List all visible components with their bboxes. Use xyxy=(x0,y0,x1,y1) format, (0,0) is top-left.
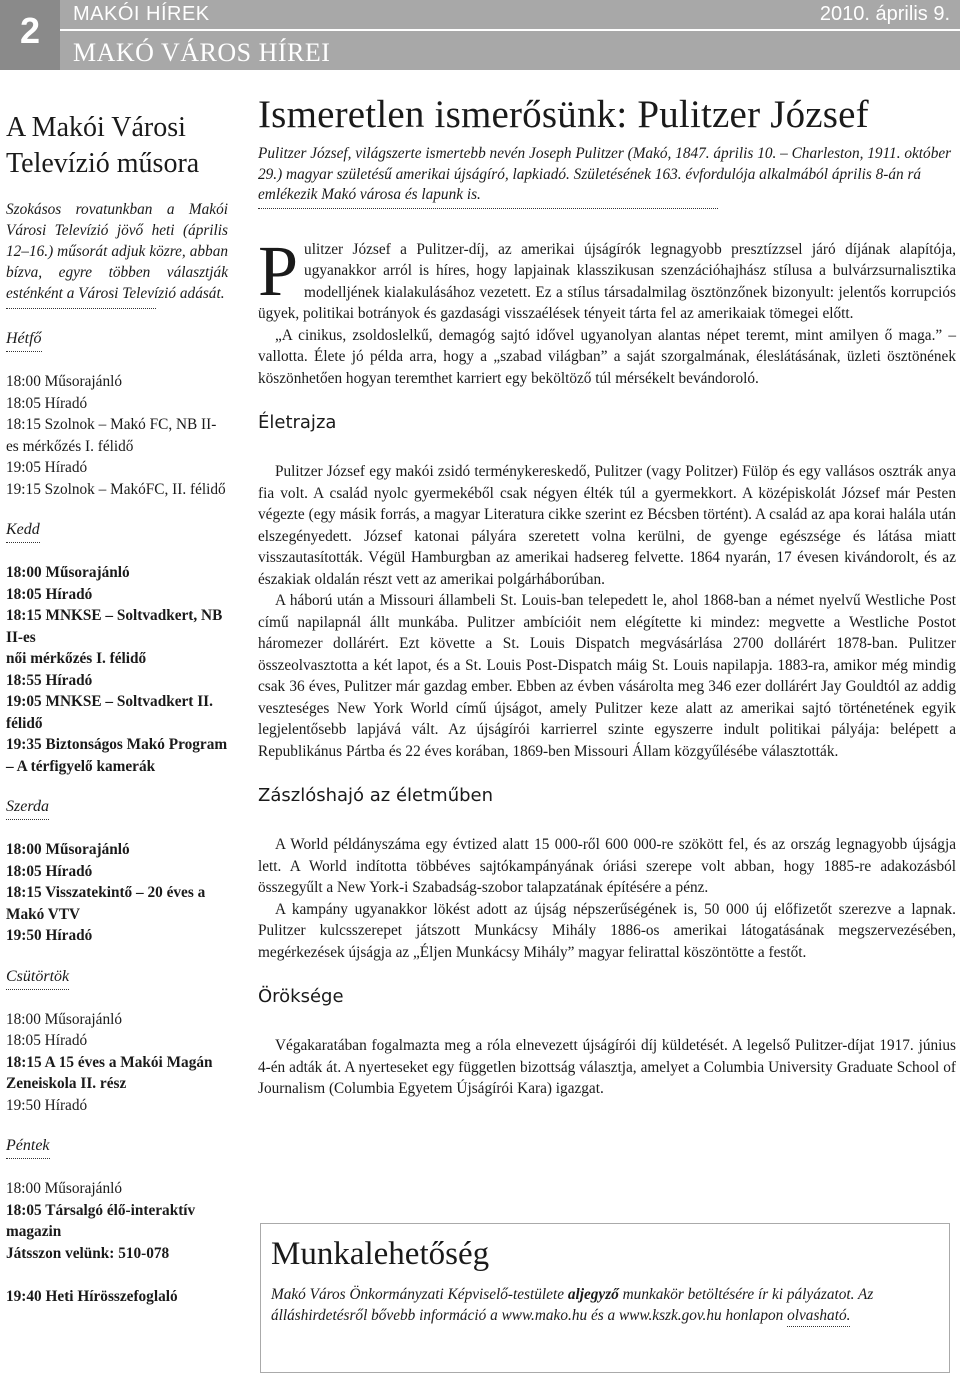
tv-program-list xyxy=(6,1009,228,1117)
tv-program-item: női mérkőzés I. félidő xyxy=(6,650,147,667)
tv-program-item: 18:15 Szolnok – Makó FC, NB II-es mérkőzés I. félidő xyxy=(6,416,217,455)
tv-program-title: A Makói Városi Televízió műsora xyxy=(6,112,200,179)
tv-program-item xyxy=(6,1264,228,1286)
tv-day-name: Csütörtök xyxy=(6,966,69,990)
tv-program-column xyxy=(6,110,228,1307)
subheading-biography: Életrajza xyxy=(258,412,337,433)
section-name: MAKÓI HÍREK xyxy=(73,3,210,25)
article-title: Ismeretlen ismerősünk: Pulitzer József xyxy=(258,93,869,136)
dotted-divider xyxy=(258,208,718,209)
job-position: aljegyző xyxy=(567,1286,619,1303)
tv-program-item: 18:05 Társalgó élő-interaktív magazin xyxy=(6,1201,196,1240)
pulitzer-article xyxy=(258,92,956,1100)
tv-program-item: 18:55 Híradó xyxy=(6,671,93,689)
dotted-divider xyxy=(6,308,156,309)
tv-program-list xyxy=(6,839,228,947)
page-header xyxy=(60,0,960,70)
tv-day-name: Kedd xyxy=(6,519,40,543)
job-offer-box xyxy=(260,1223,950,1373)
drop-cap: P xyxy=(258,230,299,311)
article-paragraph: Pulitzer József a Pulitzer-díj, az amerikai újságírók legnagyobb presztízzsel járó díjának alapítója, ugyanakkor arról is híres, hogy lapjainak klasszikusan szenzációhajhász stílusa a bulvárzsurnalisztika modelljének kialakulásához vezetett. Ez a stílus társadalmilag ösztönzőnek bizonyult: jelentős korrupciós ügyek, politikai botrányok és gazdasági visszaélések tényeit tárta fel az amerikaiak tömegei előtt. xyxy=(258,230,956,322)
subheading-legacy: Öröksége xyxy=(258,986,344,1007)
tv-program-item: 19:50 Híradó xyxy=(6,1096,88,1114)
tv-program-item: 18:15 MNKSE – Soltvadkert, NB II-es xyxy=(6,607,223,646)
header-top-bar xyxy=(60,0,960,31)
article-paragraph: A World példányszáma egy évtized alatt 15 000-ről 600 000-re szökött fel, és az ország legnagyobb újságja lett. A World indította többéves sajtókampányának óriási szerepe volt abban, hogy 1885-re adakozásból összegyűlt a New York-i Szabadság-szobor talapzatának építésére a pénz. xyxy=(258,836,956,896)
tv-program-item: 18:05 Híradó xyxy=(6,1032,88,1049)
tv-program-list xyxy=(6,1178,228,1307)
tv-program-item: 19:40 Heti Hírösszefoglaló xyxy=(6,1287,178,1305)
issue-date: 2010. április 9. xyxy=(819,3,950,25)
job-offer-title: Munkalehetőség xyxy=(271,1236,490,1272)
article-lead: Pulitzer József, világszerte ismertebb nevén Joseph Pulitzer (Makó, 1847. április 10. – Charleston, 1911. október 29.) magyar születésű amerikai újságíró, lapkiadó. Születésének 163. évfordulója alkalmából április 8-án rá emlékezik Makó városa és lapunk is. xyxy=(258,145,952,203)
tv-program-item: 18:05 Híradó xyxy=(6,585,93,603)
tv-day xyxy=(6,327,228,352)
page-number: 2 xyxy=(0,0,60,70)
tv-program-item: 18:05 Híradó xyxy=(6,862,93,880)
tv-program-item: 18:00 Műsorajánló xyxy=(6,841,130,858)
tv-program-item: 18:00 Műsorajánló xyxy=(6,1010,122,1028)
tv-program-item: 19:05 MNKSE – Soltvadkert II. félidő xyxy=(6,693,213,732)
tv-program-item: 19:50 Híradó xyxy=(6,927,93,944)
page-heading: MAKÓ VÁROS HÍREI xyxy=(73,38,331,67)
tv-day-name: Péntek xyxy=(6,1135,50,1159)
tv-day-name: Szerda xyxy=(6,796,49,820)
article-paragraph: Végakaratában fogalmazta meg a róla elnevezett újságírói díj küldetését. A legelső Pulitzer-díjat 1917. június 4-én adták át. A nyerteseket egy független bizottság választja, amelyet a Columbia University Graduate School of Journalism (Columbia Egyetem Újságírói Kara) igazgat. xyxy=(258,1037,956,1097)
tv-program-item: 18:15 Visszatekintő – 20 éves a Makó VTV xyxy=(6,884,206,923)
tv-day xyxy=(6,795,228,820)
article-paragraph: A háború után a Missouri állambeli St. Louis-ban telepedett le, ahol 1868-ban a német nyelvű Westliche Post című napilapnál állt munkába. Pulitzer ambícióit nem elégítette ki mindez: megvette a Westliche Postot háromezer dollárért. Ezt követte a St. Louis Dispatch megvásárlása 2700 dollárért 1878-ban. Pulitzer összeolvasztotta a két lapot, és a St. Louis Post-Dispatch máig St. Louis napilapja. 1883-ra, amikor még mindig csak 36 éves, Pulitzer már gazdag ember. Ebben az évben vásárolta meg 346 ezer dollárért Jay Gouldtól az addig veszteséges New York World című újságot, amely Pulitzer keze alatt az amerikai sajtó történetének egyik legjelentősebb lapjává vált. Az újságírói karrierrel szinte egyszerre indult politikai pályája: belépett a Republikánus Pártba és 22 éves korában, 1869-ben Missouri Állam közgyűlésébe választották. xyxy=(258,592,956,760)
tv-days xyxy=(6,327,228,1307)
tv-program-list xyxy=(6,562,228,777)
article-paragraph: Pulitzer József egy makói zsidó terménykereskedő, Pulitzer (vagy Politzer) Fülöp és egy vallásos osztrák anya fia volt. A család nyolc gyermekéből csak négyen élték túl a gyermekkort. A középiskolát József már Pesten végezte (egy másik forrás, a magyar Literatura cikke szerint ez Bécsben történt). A család az apa korai halála után elszegényedett. József katonai pályára szeretett volna kerülni, de gyenge egészsége és látása miatt visszautasították. Végül Hamburgban az amerikai hadsereg felvette. 1864 nyarán, 17 évesen kivándorolt, és az északiak oldalán részt vett az amerikai polgárháborúban. xyxy=(258,463,956,588)
subheading-flagship: Zászlóshajó az életműben xyxy=(258,785,494,806)
tv-day-name: Hétfő xyxy=(6,328,42,352)
tv-day xyxy=(6,518,228,543)
tv-program-item: 18:00 Műsorajánló xyxy=(6,564,130,581)
tv-program-item: 19:05 Híradó xyxy=(6,459,88,476)
tv-program-item: 18:00 Műsorajánló xyxy=(6,1180,122,1197)
tv-program-item: 18:00 Műsorajánló xyxy=(6,373,122,390)
tv-day xyxy=(6,1134,228,1159)
tv-program-item: Játsszon velünk: 510-078 xyxy=(6,1244,170,1262)
article-paragraph: A kampány ugyanakkor lökést adott az újság népszerűségének is, 50 000 új előfizetőt szerezve a lapnak. Pulitzer kulcsszerepet játszott Munkácsy Mihály 1886-os amerikai látogatásának megszervezésében, megérkezések újságja az „Éljen Munkácsy Mihály” magyar felirattal köszöntötte a festőt. xyxy=(258,900,956,961)
tv-program-item: 19:15 Szolnok – MakóFC, II. félidő xyxy=(6,480,226,498)
article-paragraph: „A cinikus, zsoldoslelkű, demagóg sajtó idővel ugyanolyan alantas népet teremt, mint amilyen ő maga.” – vallotta. Élete jó példa arra, hogy a „szabad világban” a saját szorgalmának, éleslátásának, üzleti ösztönének köszönhetően hogyan teremthet karriert egy beköltöző túl mérsékelt bevándoroló. xyxy=(258,326,956,387)
tv-program-item: 19:35 Biztonságos Makó Program – A térfigyelő kamerák xyxy=(6,736,228,775)
job-offer-text: Makó Város Önkormányzati Képviselő-testülete aljegyző munkakör betöltésére ír ki pályázatot. Az álláshirdetésről bővebb információ a www.mako.hu és a www.kszk.gov.hu honlapon olvasható. xyxy=(271,1284,939,1327)
tv-program-list xyxy=(6,371,228,500)
tv-program-intro: Szokásos rovatunkban a Makói Városi Televízió jövő heti (április 12–16.) műsorát adjuk közre, abban bízva, egyre többen választják esténként a Városi Televízió adását. xyxy=(6,201,228,302)
tv-day xyxy=(6,965,228,990)
tv-program-item: 18:05 Híradó xyxy=(6,394,88,412)
tv-program-item: 18:15 A 15 éves a Makói Magán Zeneiskola II. rész xyxy=(6,1053,213,1092)
